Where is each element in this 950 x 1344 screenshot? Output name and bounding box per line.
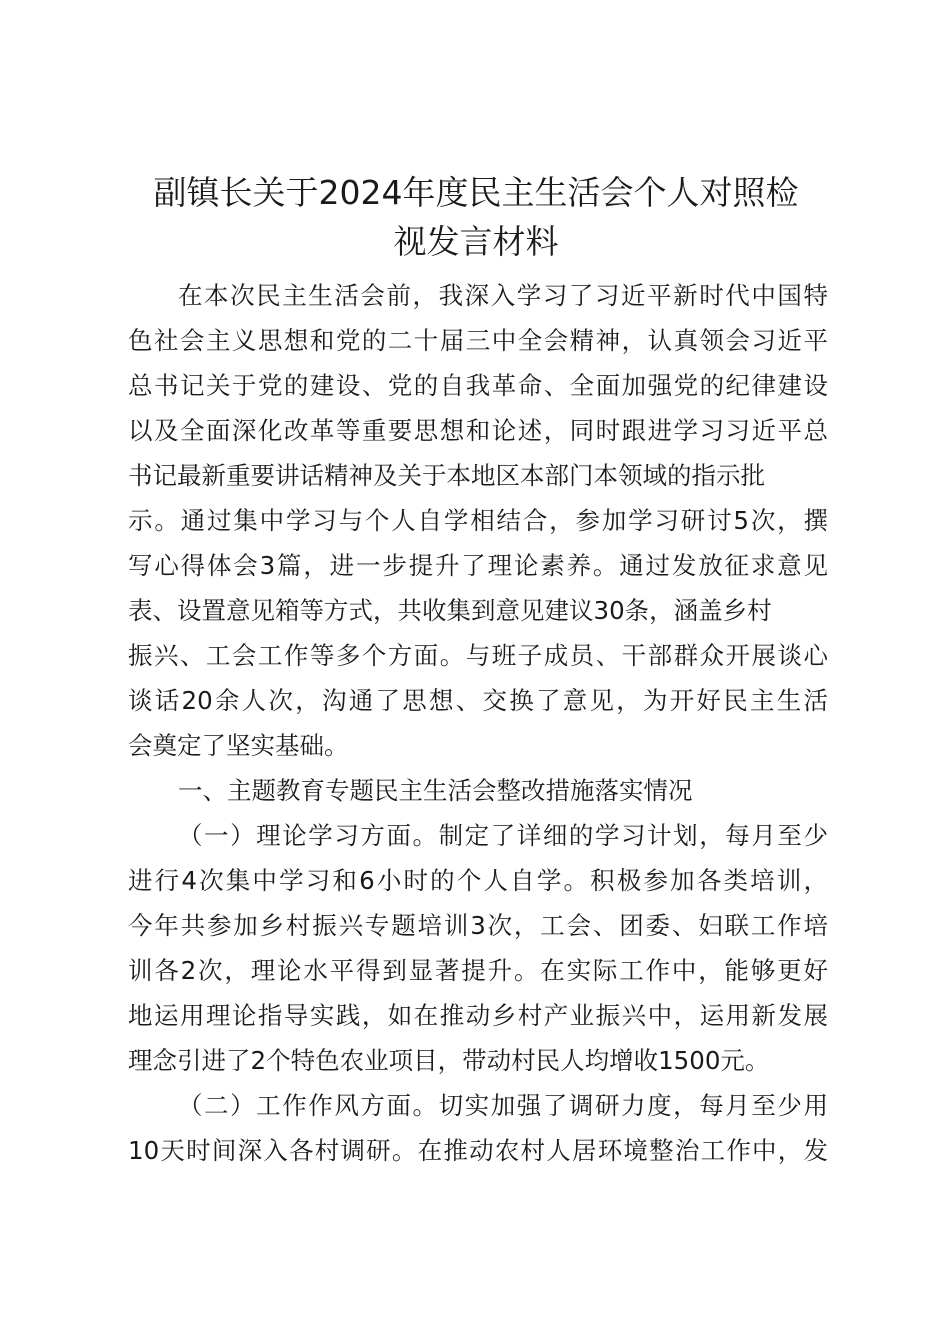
document-title-line-1: 副镇长关于2024年度民主生活会个人对照检 — [153, 173, 799, 212]
text-line: 理念引进了2个特色农业项目，带动村民人均增收1500元。 — [128, 1046, 770, 1075]
text-line: 会奠定了坚实基础。 — [128, 731, 349, 760]
text-line: 训各2次，理论水平得到显著提升。在实际工作中，能够更好 — [128, 956, 828, 985]
text-line: 以及全面深化改革等重要思想和论述，同时跟进学习习近平总 — [128, 416, 828, 445]
text-line: 色社会主义思想和党的二十届三中全会精神，认真领会习近平 — [128, 326, 828, 355]
section-heading: 一、主题教育专题民主生活会整改措施落实情况 — [178, 776, 693, 805]
text-line: 进行4次集中学习和6小时的个人自学。积极参加各类培训， — [128, 866, 828, 895]
text-line: 在本次民主生活会前，我深入学习了习近平新时代中国特 — [178, 281, 828, 310]
text-line: 书记最新重要讲话精神及关于本地区本部门本领域的指示批 — [128, 461, 765, 490]
text-line: 表、设置意见箱等方式，共收集到意见建议30条，涵盖乡村 — [128, 596, 772, 625]
text-line: 10天时间深入各村调研。在推动农村人居环境整治工作中，发 — [128, 1136, 828, 1165]
document-title-line-2: 视发言材料 — [393, 222, 559, 261]
text-line: 示。通过集中学习与个人自学相结合，参加学习研讨5次，撰 — [128, 506, 828, 535]
text-line: 总书记关于党的建设、党的自我革命、全面加强党的纪律建设 — [128, 371, 828, 400]
text-line: 今年共参加乡村振兴专题培训3次，工会、团委、妇联工作培 — [128, 911, 828, 940]
text-line: （一）理论学习方面。制定了详细的学习计划，每月至少 — [178, 821, 828, 850]
text-line: （二）工作作风方面。切实加强了调研力度，每月至少用 — [178, 1091, 828, 1120]
text-line: 谈话20余人次，沟通了思想、交换了意见，为开好民主生活 — [128, 686, 828, 715]
text-line: 地运用理论指导实践，如在推动乡村产业振兴中，运用新发展 — [128, 1001, 828, 1030]
text-line: 写心得体会3篇，进一步提升了理论素养。通过发放征求意见 — [128, 551, 828, 580]
text-line: 振兴、工会工作等多个方面。与班子成员、干部群众开展谈心 — [128, 641, 828, 670]
